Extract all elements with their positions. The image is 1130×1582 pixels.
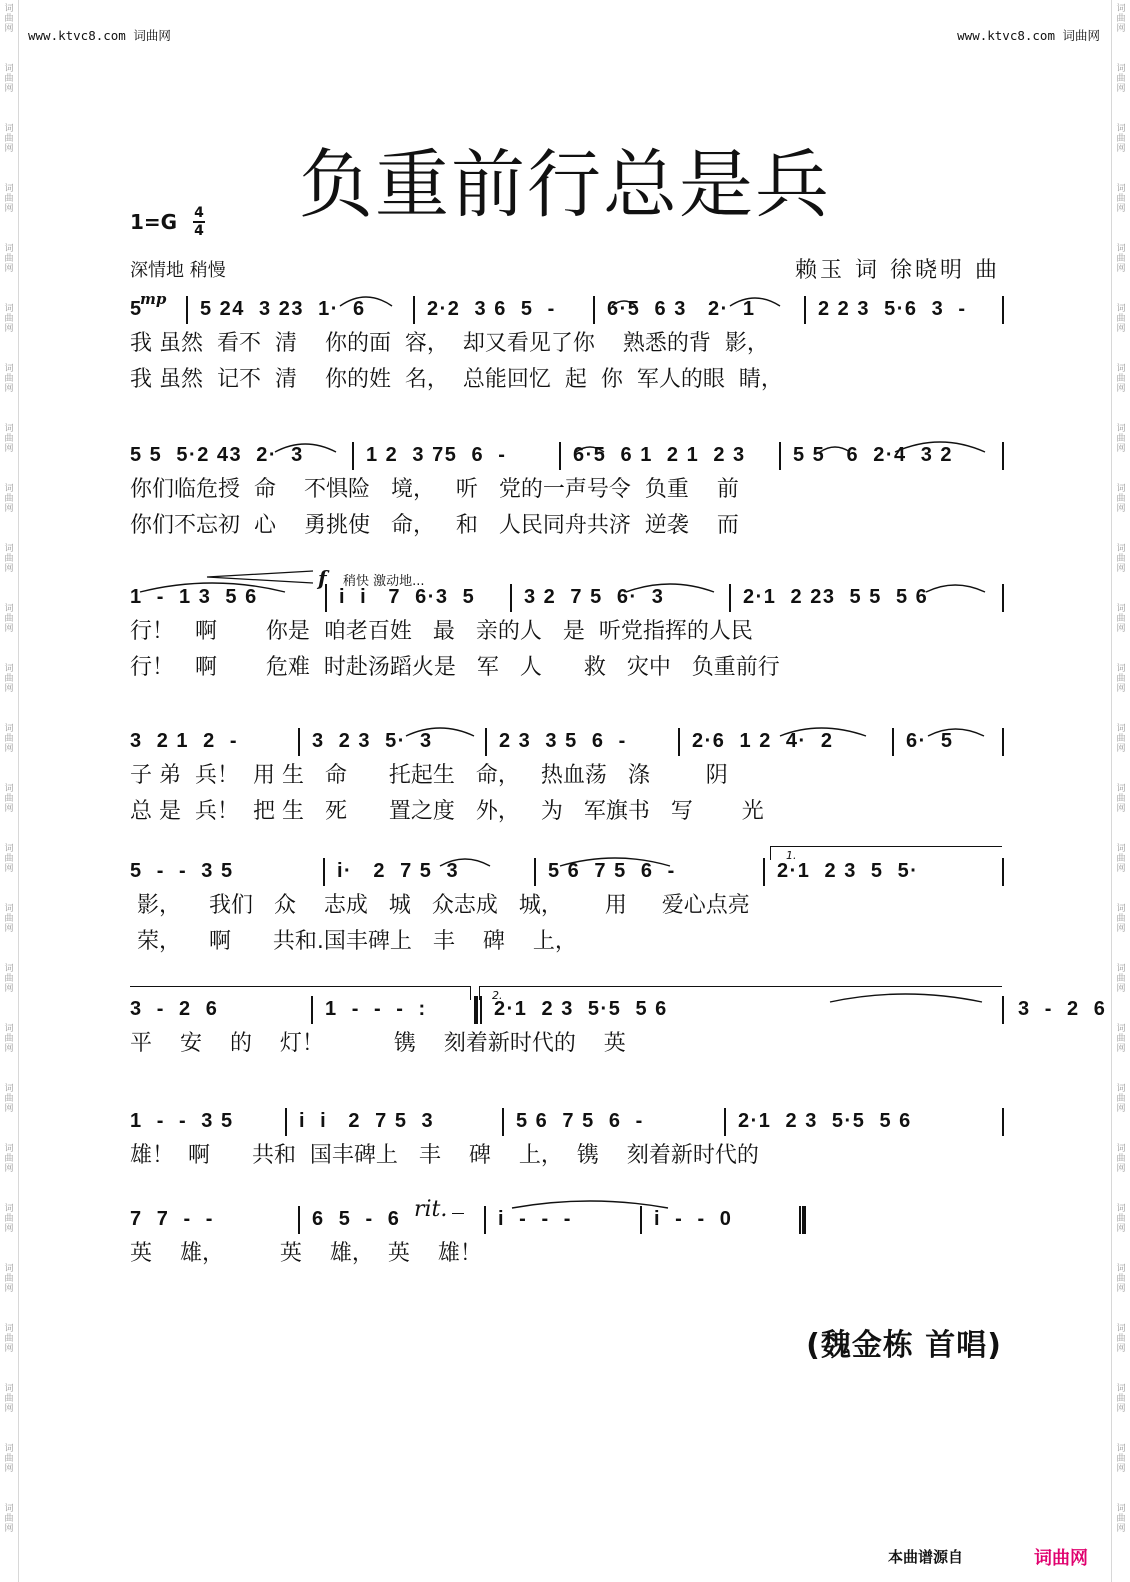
watermark-text: 词 曲 网 [4,1324,14,1354]
meter-bottom: 4 [194,223,204,239]
meter-top: 4 [194,205,204,221]
system-end-barline [1002,858,1004,886]
watermark-text: 词 曲 网 [1116,904,1126,934]
watermark-text: 词 曲 网 [1116,484,1126,514]
lyric-line: 影， 我们 众 志成 城 众志成 城， 用 爱心点亮 [130,893,750,918]
lyric-line: 你们临危授 命 不惧险 境， 听 党的一声号令 负重 前 [130,477,739,502]
measure: i· 2 7 5 3 [337,860,460,882]
volta-2-number: 2. [492,989,503,1002]
measure: 6 5 - 6 [312,1208,401,1230]
site-url-left[interactable]: www.ktvc8.com 词曲网 [28,28,171,43]
barline [413,296,415,324]
barline [640,1206,642,1234]
notation-row [130,1098,1010,1138]
score-system [130,1196,1010,1272]
watermark-text: 词 曲 网 [4,1024,14,1054]
measure: 1 - - - : [325,998,427,1020]
score-system [130,286,1010,398]
time-signature [193,206,205,238]
measure: 5 5 5·2 43 2· 3 [130,444,304,466]
watermark-text: 词 曲 网 [4,664,14,694]
measure: 5 [130,298,143,320]
watermark-text: 词 曲 网 [1116,844,1126,874]
watermark-text: 词 曲 网 [4,724,14,754]
watermark-text: 词 曲 网 [1116,304,1126,334]
barline [325,584,327,612]
final-barline [802,1206,806,1234]
measure: 3 - 2 6 [1018,998,1107,1020]
measure: i i 7 6·3 5 [339,586,476,608]
watermark-text: 词 曲 网 [1116,1084,1126,1114]
barline [559,442,561,470]
notation-row [130,848,1010,888]
notation-row [130,718,1010,758]
watermark-text: 词 曲 网 [4,544,14,574]
watermark-text: 词 曲 网 [4,244,14,274]
barline [804,296,806,324]
watermark-text: 词 曲 网 [1116,784,1126,814]
score-system [130,1098,1010,1174]
tempo-marking: 深情地 稍慢 [130,260,226,281]
measure: 2·1 2 3 5 5· [777,860,919,882]
watermark-text: 词 曲 网 [1116,364,1126,394]
barline [799,1206,801,1234]
watermark-text: 词 曲 网 [4,964,14,994]
measure: 1 2 3 75 6 - [366,444,507,466]
watermark-text: 词 曲 网 [1116,424,1126,454]
watermark-text: 词 曲 网 [4,424,14,454]
score-system [130,718,1010,830]
watermark-text: 词 曲 网 [4,64,14,94]
measure: 2 3 3 5 6 - [499,730,627,752]
measure: 2 2 3 5·6 3 - [818,298,967,320]
watermark-text: 词 曲 网 [4,364,14,394]
measure: 2·1 2 3 5·5 5 6 [738,1110,912,1132]
system-end-barline [1002,296,1004,324]
barline [678,728,680,756]
watermark-text: 词 曲 网 [4,4,14,34]
watermark-text: 词 曲 网 [1116,124,1126,154]
barline [593,296,595,324]
system-end-barline [1002,442,1004,470]
repeat-barline [474,996,478,1024]
barline [352,442,354,470]
watermark-text: 词 曲 网 [4,1264,14,1294]
watermark-text: 词 曲 网 [4,1504,14,1534]
watermark-text: 词 曲 网 [1116,1324,1126,1354]
score-system [130,432,1010,544]
barline [298,1206,300,1234]
lyric-line: 荣， 啊 共和.国丰碑上 丰 碑 上， [130,929,577,954]
score-system [130,986,1107,1062]
score-system [130,848,1010,960]
measure: 5 - - 3 5 [130,860,234,882]
measure: 6· 5 [906,730,954,752]
watermark-text: 词 曲 网 [1116,1144,1126,1174]
lyric-line: 你们不忘初 心 勇挑使 命， 和 人民同舟共济 逆袭 而 [130,513,739,538]
lyric-line: 我 虽然 记不 清 你的姓 名， 总能回忆 起 你 军人的眼 睛， [130,367,783,392]
volta-1-number: 1. [786,849,797,862]
measure: 6·5 6 3 2· 1 [607,298,756,320]
lyric-line: 平 安 的 灯！ 镌 刻着新时代的 英 [130,1031,626,1056]
watermark-text: 词 曲 网 [1116,1264,1126,1294]
watermark-text: 词 曲 网 [1116,184,1126,214]
dynamic-f-text: 稍快 激动地... [343,574,425,589]
measure: 5 6 7 5 6 - [516,1110,644,1132]
measure: 2·6 1 2 4· 2 [692,730,834,752]
measure: 3 2 1 2 - [130,730,239,752]
measure: 3 - 2 6 [130,998,219,1020]
watermark-text: 词 曲 网 [1116,1444,1126,1474]
source-label: 本曲谱源自 [888,1548,964,1566]
watermark-text: 词 曲 网 [4,1084,14,1114]
barline [485,728,487,756]
ritardando-marking: rit. [414,1197,448,1222]
watermark-text: 词 曲 网 [4,904,14,934]
barline [484,1206,486,1234]
notation-row [130,574,1010,614]
barline [510,584,512,612]
watermark-text: 词 曲 网 [1116,604,1126,634]
system-end-barline [1002,1108,1004,1136]
barline [534,858,536,886]
song-credits: 赖玉 词 徐晓明 曲 [795,258,1000,283]
measure: 2·1 2 23 5 5 5 6 [743,586,929,608]
dynamic-f: f [318,566,327,590]
lyric-line: 英 雄， 英 雄， 英 雄！ [130,1241,482,1266]
barline [724,1108,726,1136]
key-signature: 1=G [130,210,178,234]
singer-credit: (魏金栋 首唱) [806,1328,1002,1363]
measure: 1 - - 3 5 [130,1110,234,1132]
measure: 1 - 1 3 5 6 [130,586,258,608]
volta-1-line [770,846,1002,847]
watermark-text: 词 曲 网 [4,1384,14,1414]
watermark-text: 词 曲 网 [1116,1024,1126,1054]
watermark-text: 词 曲 网 [4,604,14,634]
watermark-text: 词 曲 网 [4,484,14,514]
watermark-text: 词 曲 网 [1116,664,1126,694]
watermark-text: 词 曲 网 [4,304,14,334]
barline [480,996,482,1024]
right-watermark-strip [1111,0,1130,1582]
barline [779,442,781,470]
lyric-line: 行！ 啊 危难 时赴汤蹈火是 军 人 救 灾中 负重前行 [130,655,780,680]
measure: i - - 0 [654,1208,733,1230]
watermark-text: 词 曲 网 [1116,724,1126,754]
measure: 3 2 3 5· 3 [312,730,433,752]
notation-row [130,986,1107,1026]
barline [892,728,894,756]
barline [323,858,325,886]
watermark-text: 词 曲 网 [4,1444,14,1474]
measure: 6·5 6 1 2 1 2 3 [573,444,746,466]
barline [729,584,731,612]
lyric-line: 子 弟 兵！ 用 生 命 托起生 命， 热血荡 涤 阴 [130,763,728,788]
watermark-text: 词 曲 网 [1116,64,1126,94]
score-system [130,574,1010,686]
barline [186,296,188,324]
measure: i - - - [498,1208,572,1230]
lyric-line: 行！ 啊 你是 咱老百姓 最 亲的人 是 听党指挥的人民 [130,619,753,644]
measure: 2·1 2 3 5·5 5 6 [494,998,668,1020]
watermark-text: 词 曲 网 [4,1204,14,1234]
source-logo[interactable]: 词曲网 [1034,1548,1088,1569]
watermark-text: 词 曲 网 [4,784,14,814]
watermark-text: 词 曲 网 [1116,964,1126,994]
measure: 3 2 7 5 6· 3 [524,586,665,608]
watermark-text: 词 曲 网 [1116,1204,1126,1234]
barline [285,1108,287,1136]
system-end-barline [1002,728,1004,756]
notation-row [130,1196,1010,1236]
measure: 5 5 6 2·4 3 2 [793,444,954,466]
watermark-text: 词 曲 网 [4,184,14,214]
watermark-text: 词 曲 网 [1116,1504,1126,1534]
dynamic-mp: mp [140,290,167,308]
watermark-text: 词 曲 网 [1116,544,1126,574]
watermark-text: 词 曲 网 [4,124,14,154]
site-url-right[interactable]: www.ktvc8.com 词曲网 [957,28,1100,43]
measure: i i 2 7 5 3 [299,1110,435,1132]
barline [763,858,765,886]
watermark-text: 词 曲 网 [1116,1384,1126,1414]
notation-row [130,286,1010,326]
barline [502,1108,504,1136]
notation-row [130,432,1010,472]
watermark-text: 词 曲 网 [1116,4,1126,34]
lyric-line: 总 是 兵！ 把 生 死 置之度 外， 为 军旗书 写 光 [130,799,764,824]
measure: 7 7 - - [130,1208,214,1230]
watermark-text: 词 曲 网 [4,1144,14,1174]
barline [311,996,313,1024]
lyric-line: 我 虽然 看不 清 你的面 容， 却又看见了你 熟悉的背 影， [130,331,769,356]
lyric-line: 雄！ 啊 共和 国丰碑上 丰 碑 上， 镌 刻着新时代的 [130,1143,759,1168]
system-end-barline [1002,996,1004,1024]
watermark-text: 词 曲 网 [4,844,14,874]
watermark-text: 词 曲 网 [1116,244,1126,274]
left-watermark-strip [0,0,19,1582]
measure: 5 24 3 23 1· 6 [200,298,366,320]
barline [298,728,300,756]
measure: 5 6 7 5 6 - [548,860,676,882]
system-end-barline [1002,584,1004,612]
measure: 2·2 3 6 5 - [427,298,556,320]
song-title: 负重前行总是兵 [299,142,831,228]
